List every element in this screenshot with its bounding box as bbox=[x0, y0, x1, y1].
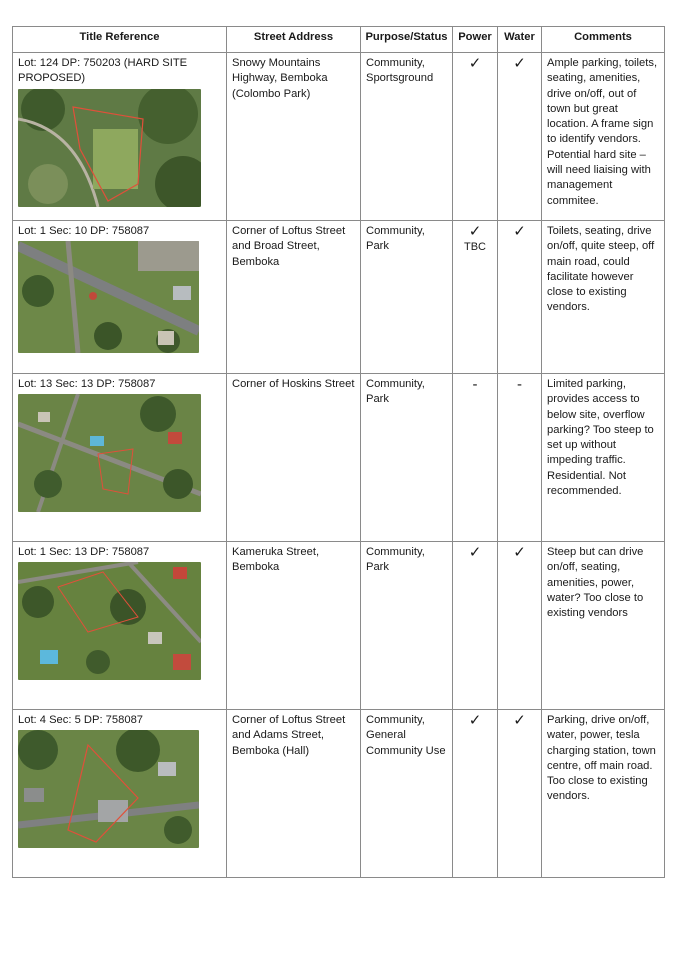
street-address: Corner of Hoskins Street bbox=[227, 374, 361, 542]
power-cell bbox=[453, 53, 498, 221]
purpose-status: Community, Park bbox=[361, 374, 453, 542]
water-cell bbox=[498, 710, 542, 878]
power-value: - bbox=[472, 376, 478, 393]
power-cell bbox=[453, 374, 498, 542]
title-reference: Lot: 4 Sec: 5 DP: 758087 bbox=[18, 714, 144, 726]
aerial-map-image bbox=[18, 730, 199, 848]
title-reference-cell bbox=[13, 710, 227, 878]
title-reference-cell bbox=[13, 53, 227, 221]
water-value: ✓ bbox=[513, 544, 526, 561]
purpose-status: Community, Park bbox=[361, 542, 453, 710]
table-row bbox=[13, 710, 665, 878]
header-street-address: Street Address bbox=[227, 27, 361, 53]
table-row bbox=[13, 542, 665, 710]
table-row bbox=[13, 53, 665, 221]
water-cell bbox=[498, 221, 542, 374]
power-value: ✓ bbox=[468, 712, 482, 729]
title-reference-cell bbox=[13, 221, 227, 374]
aerial-map-image bbox=[18, 241, 199, 353]
power-cell bbox=[453, 542, 498, 710]
title-reference: Lot: 13 Sec: 13 DP: 758087 bbox=[18, 378, 156, 390]
header-comments: Comments bbox=[542, 27, 665, 53]
street-address: Corner of Loftus Street and Broad Street, Bemboka bbox=[227, 221, 361, 374]
purpose-status: Community, General Community Use bbox=[361, 710, 453, 878]
aerial-map-image bbox=[18, 562, 201, 680]
table-row bbox=[13, 221, 665, 374]
power-note: TBC bbox=[464, 241, 486, 253]
sites-table bbox=[12, 26, 665, 878]
street-address: Corner of Loftus Street and Adams Street, Bemboka (Hall) bbox=[227, 710, 361, 878]
header-row bbox=[13, 27, 665, 53]
power-cell bbox=[453, 221, 498, 374]
water-value: ✓ bbox=[513, 712, 526, 729]
comments: Ample parking, toilets, seating, amenities, drive on/off, out of town but great location. A frame sign to identify vendors. Potential hard site – will need liaising with management commitee. bbox=[542, 53, 665, 221]
table-row bbox=[13, 374, 665, 542]
water-cell bbox=[498, 53, 542, 221]
header-title-reference: Title Reference bbox=[13, 27, 227, 53]
title-reference-cell bbox=[13, 542, 227, 710]
title-reference: Lot: 1 Sec: 13 DP: 758087 bbox=[18, 546, 150, 558]
comments: Parking, drive on/off, water, power, tesla charging station, town centre, off main road. Too close to existing vendors. bbox=[542, 710, 665, 878]
water-cell bbox=[498, 542, 542, 710]
power-value: ✓ bbox=[468, 55, 482, 72]
comments: Steep but can drive on/off, seating, amenities, power, water? Too close to existing vendors bbox=[542, 542, 665, 710]
aerial-map-image bbox=[18, 394, 201, 512]
water-value: ✓ bbox=[513, 55, 526, 72]
header-purpose-status: Purpose/Status bbox=[361, 27, 453, 53]
purpose-status: Community, Sportsground bbox=[361, 53, 453, 221]
street-address: Kameruka Street, Bemboka bbox=[227, 542, 361, 710]
purpose-status: Community, Park bbox=[361, 221, 453, 374]
power-value: ✓ bbox=[468, 223, 482, 240]
comments: Limited parking, provides access to below site, overflow parking? Too steep to set up without impeding traffic. Residential. Not recommended. bbox=[542, 374, 665, 542]
header-water: Water bbox=[498, 27, 542, 53]
power-value: ✓ bbox=[468, 544, 482, 561]
comments: Toilets, seating, drive on/off, quite steep, off main road, could facilitate however close to existing vendors. bbox=[542, 221, 665, 374]
power-cell bbox=[453, 710, 498, 878]
header-power: Power bbox=[453, 27, 498, 53]
aerial-map-image bbox=[18, 89, 201, 207]
title-reference: Lot: 1 Sec: 10 DP: 758087 bbox=[18, 225, 150, 237]
street-address: Snowy Mountains Highway, Bemboka (Colombo Park) bbox=[227, 53, 361, 221]
water-value: - bbox=[517, 376, 522, 393]
water-value: ✓ bbox=[513, 223, 526, 240]
title-reference: Lot: 124 DP: 750203 (HARD SITE PROPOSED) bbox=[18, 57, 188, 85]
title-reference-cell bbox=[13, 374, 227, 542]
water-cell bbox=[498, 374, 542, 542]
